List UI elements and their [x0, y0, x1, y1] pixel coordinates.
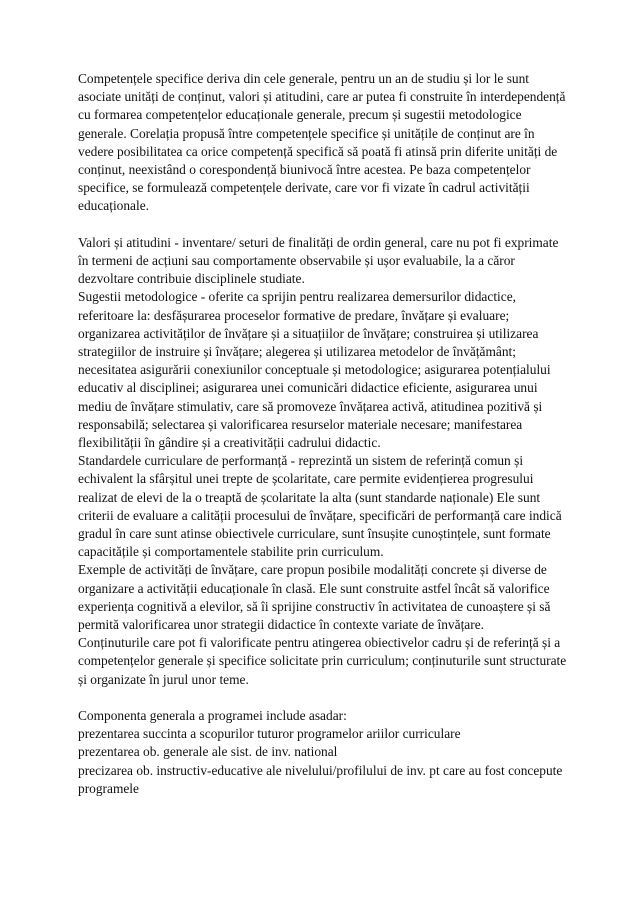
- paragraph-spacer: [78, 216, 568, 234]
- list-line-scopuri: prezentarea succinta a scopurilor tuturor programelor ariilor curriculare: [78, 726, 461, 742]
- paragraph-sugestii-metodologice: Sugestii metodologice - oferite ca sprijin pentru realizarea demersurilor didactice, referitoare la: desfășurarea proceselor formative de predare, învățare și evaluare; organizarea activităților de învățare și a situațiilor de învățare; construirea și utilizarea strategiilor de instruire și învățare; alegerea și utilizarea metodelor de învățământ; necesitatea asigurării conexiunilor conceptuale și metodologice; asigurarea potențialului educativ al disciplinei; asigurarea unei comunicări didactice eficiente, asigurarea unui mediu de învățare stimulativ, care să promoveze învățarea activă, atitudinea pozitivă și responsabilă; selectarea și valorificarea resurselor materiale necesare; manifestarea flexibilității în gândire și a creativității cadrului didactic.: [78, 289, 551, 451]
- paragraph-exemple-activitati: Exemple de activități de învățare, care propun posibile modalități concrete și diverse de organizare a activității educaționale în clasă. Ele sunt construite astfel încât să valorifice experiența cognitivă a elevilor, să îi sprijine constructiv în activitatea de cunoaștere și să permită valorificarea unor strategii didactice în contexte variate de învățare.: [78, 562, 551, 633]
- list-line-obiective-instructiv: precizarea ob. instructiv-educative ale nivelului/profilului de inv. pt care au fost concepute programele: [78, 762, 563, 796]
- paragraph-spacer: [78, 689, 568, 707]
- document-page: [78, 70, 568, 798]
- paragraph-valori-atitudini: Valori și atitudini - inventare/ seturi de finalități de ordin general, care nu pot fi exprimate în termeni de acțiuni sau comportamente observabile și ușor evaluabile, la a căror dezvoltare contribuie disciplinele studiate.: [78, 234, 559, 287]
- paragraph-componenta-generala: Componenta generala a programei include asadar:: [78, 708, 347, 724]
- paragraph-competente-specifice: Competențele specifice deriva din cele generale, pentru un an de studiu și lor le sunt asociate unități de conținut, valori și atitudini, care ar putea fi construite în interdependență cu formarea competențelor educaționale generale, precum și sugestii metodologice generale. Corelația propusă între competențele specifice și unitățile de conținut are în vedere posibilitatea ca orice competență specifică să poată fi atinsă prin diferite unități de conținut, neexistând o corespondență biunivocă între acestea. Pe baza competențelor specifice, se formulează competențele derivate, care vor fi vizate în cadrul activității educaționale.: [78, 71, 566, 214]
- list-line-obiective-generale: prezentarea ob. generale ale sist. de inv. national: [78, 744, 338, 760]
- paragraph-continuturi: Conținuturile care pot fi valorificate pentru atingerea obiectivelor cadru și de referință și a competențelor generale și specifice solicitate prin curriculum; conținuturile sunt structurate și organizate în jurul unor teme.: [78, 635, 567, 687]
- paragraph-standarde-curriculare: Standardele curriculare de performanță - reprezintă un sistem de referință comun și echivalent la sfârșitul unei trepte de școlaritate, care permite evidențierea progresului realizat de elevi de la o treaptă de școlaritate la alta (sunt standarde naționale) Ele sunt criterii de evaluare a calității procesului de învățare, specificări de performanță care indică gradul în care sunt atinse obiectivele curriculare, sunt însușite cunoștințele, sunt formate capacitățile și comportamentele stabilite prin curriculum.: [78, 453, 562, 560]
